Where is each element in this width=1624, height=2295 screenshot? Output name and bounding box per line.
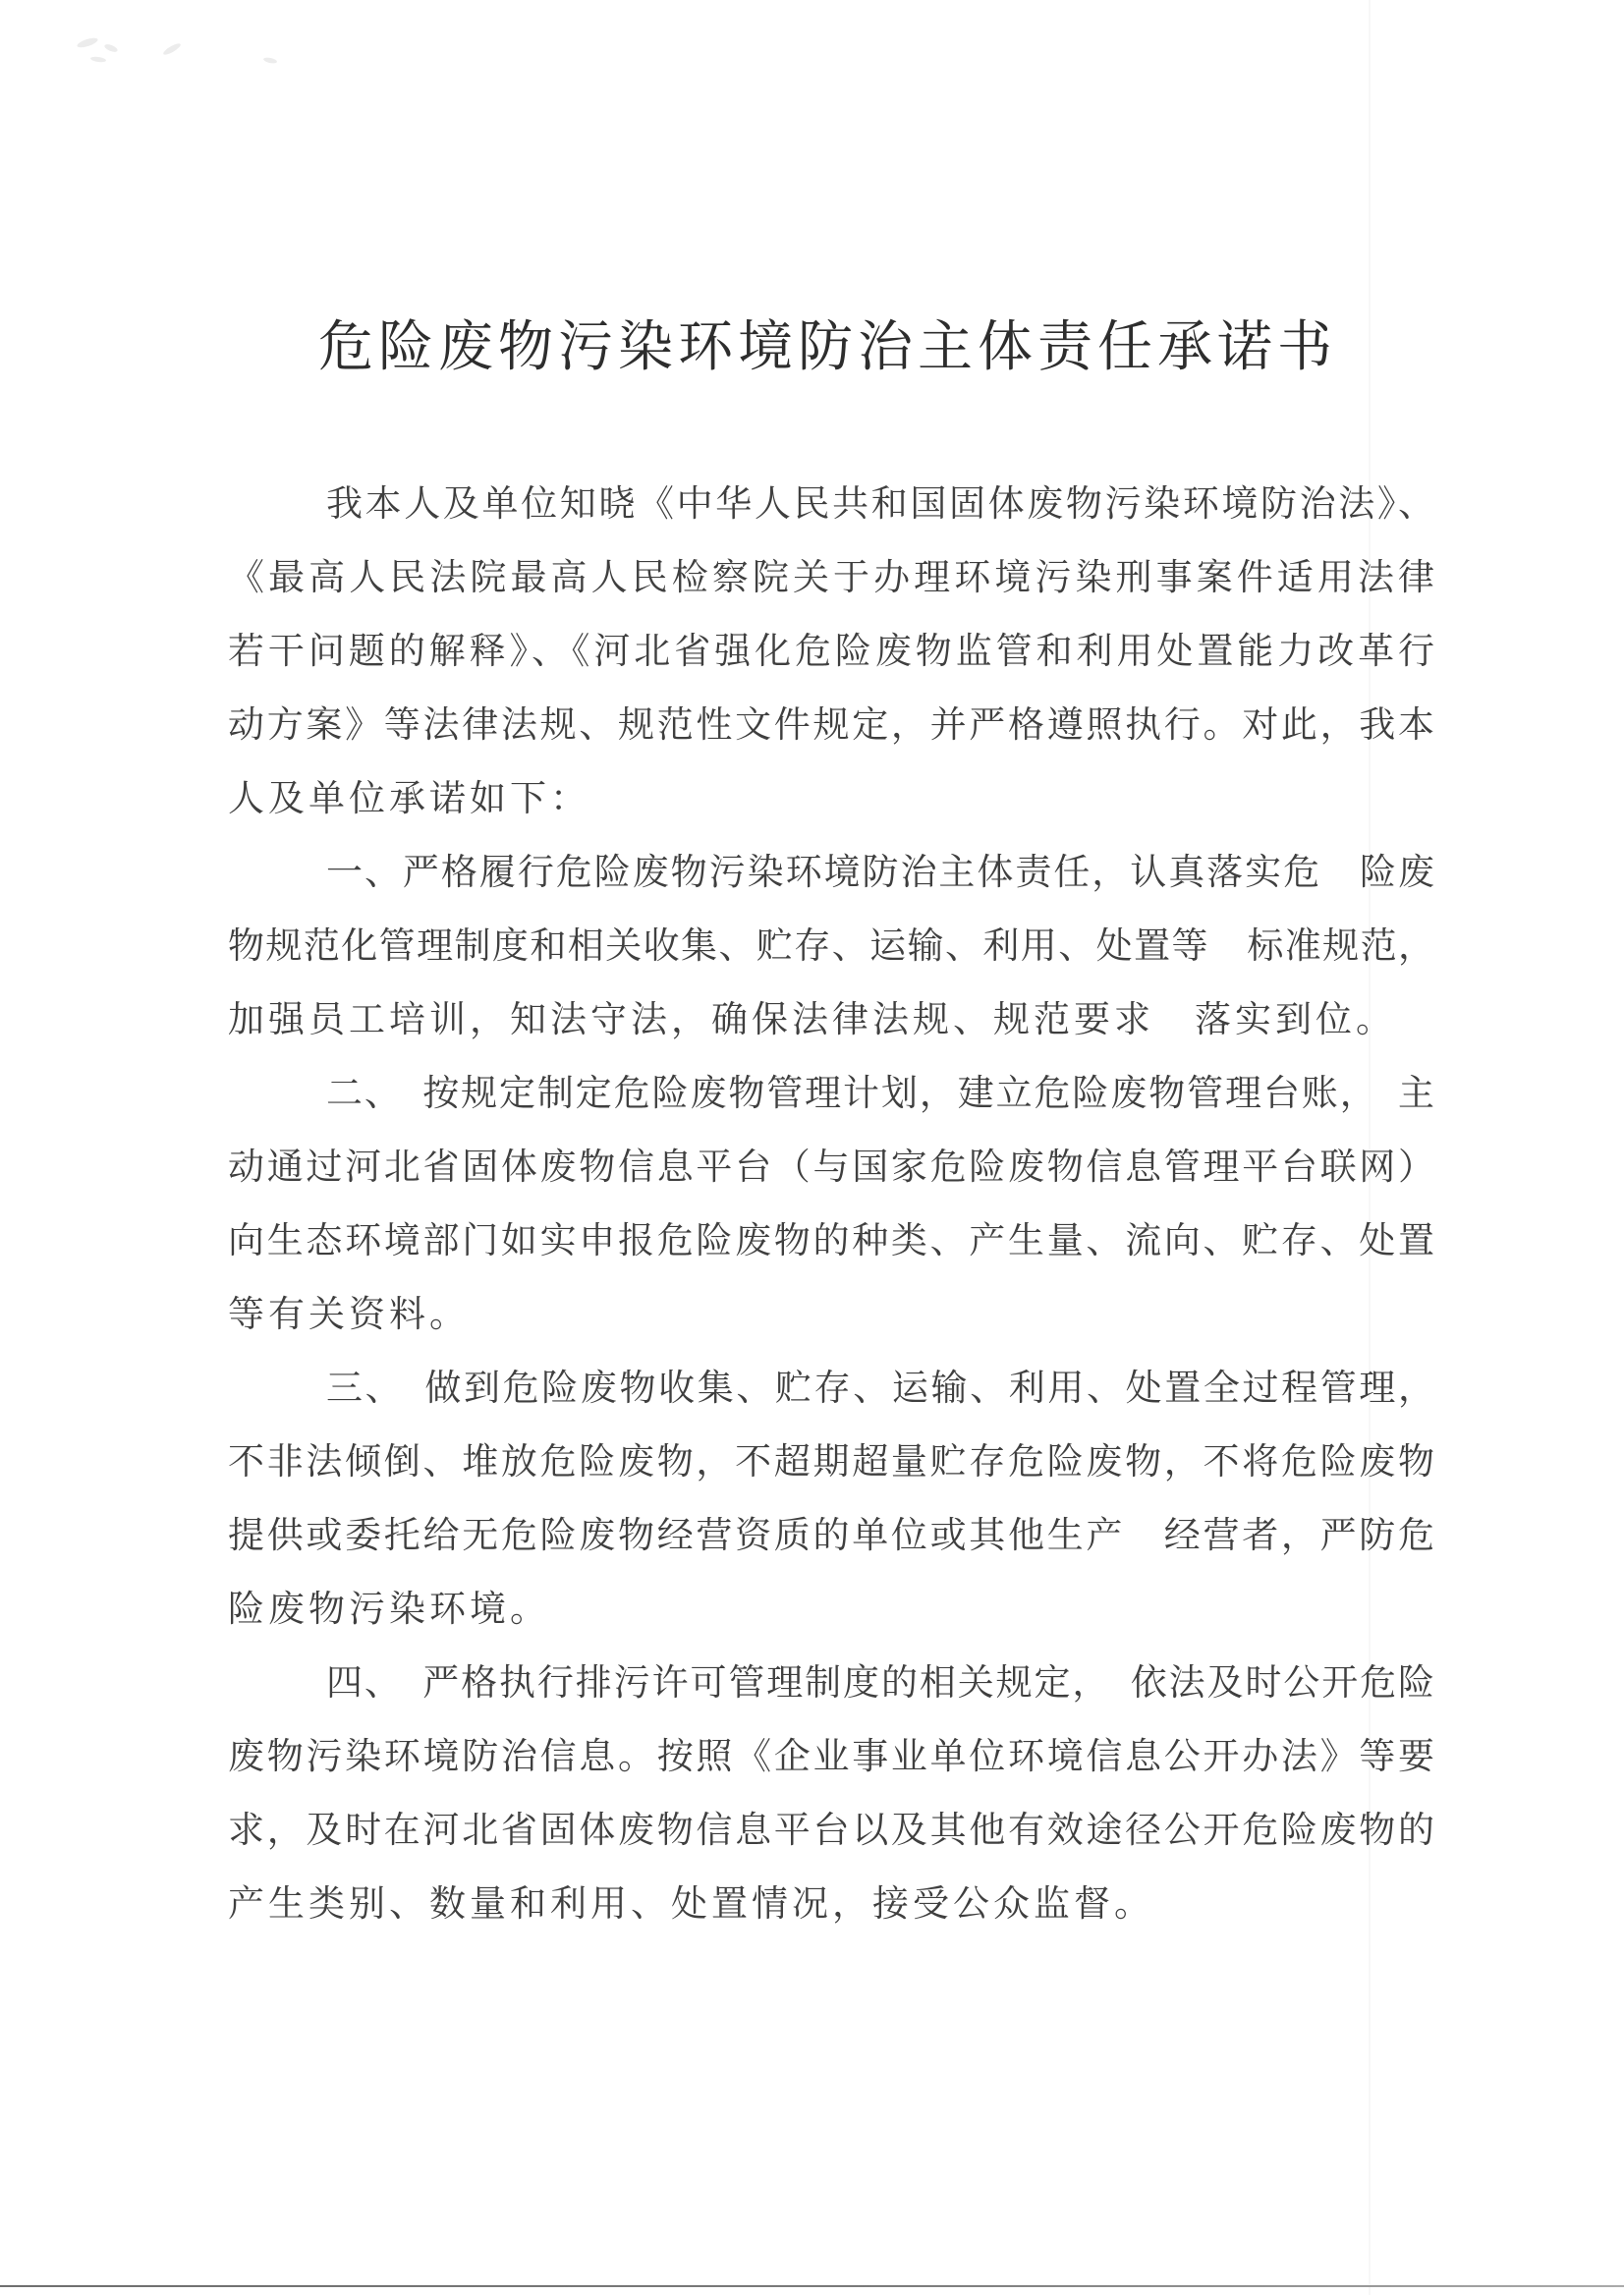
- text-line: 《最高人民法院最高人民检察院关于办理环境污染刑事案件适用法律: [228, 558, 1434, 598]
- text-line: 二、 按规定制定危险废物管理计划，建立危险废物管理台账， 主: [326, 1074, 1434, 1114]
- text-line: 产生类别、数量和利用、处置情况，接受公众监督。: [228, 1884, 1154, 1925]
- text-line: 动通过河北省固体废物信息平台（与国家危险废物信息管理平台联网）: [228, 1148, 1434, 1188]
- paragraph-item-2: [228, 1057, 1434, 1352]
- text-line: 向生态环境部门如实申报危险废物的种类、产生量、流向、贮存、处置: [228, 1221, 1434, 1261]
- scan-vertical-line: [1369, 0, 1371, 2295]
- scan-smudge: [162, 41, 182, 56]
- text-line: 动方案》等法律法规、规范性文件规定，并严格遵照执行。对此，我本: [228, 705, 1434, 746]
- text-line: 人及单位承诺如下：: [228, 779, 590, 819]
- text-line: 物规范化管理制度和相关收集、贮存、运输、利用、处置等 标准规范，: [228, 926, 1434, 967]
- paragraph-intro: [228, 468, 1434, 836]
- text-line: 四、 严格执行排污许可管理制度的相关规定， 依法及时公开危险: [326, 1663, 1434, 1704]
- text-line: 若干问题的解释》、《河北省强化危险废物监管和利用处置能力改革行: [228, 632, 1434, 672]
- text-line: 我本人及单位知晓《中华人民共和国固体废物污染环境防治法》、: [326, 484, 1434, 525]
- scan-bottom-edge-line: [0, 2285, 1624, 2287]
- text-line: 提供或委托给无危险废物经营资质的单位或其他生产 经营者，严防危: [228, 1516, 1434, 1556]
- text-line: 等有关资料。: [228, 1295, 470, 1335]
- text-line: 险废物污染环境。: [228, 1590, 550, 1630]
- paragraph-item-1: [228, 836, 1434, 1057]
- text-line: 一、严格履行危险废物污染环境防治主体责任，认真落实危 险废: [326, 853, 1434, 893]
- scan-smudge: [263, 57, 278, 65]
- text-line: 废物污染环境防治信息。按照《企业事业单位环境信息公开办法》等要: [228, 1737, 1434, 1777]
- paragraph-item-3: [228, 1352, 1434, 1647]
- scan-smudge: [76, 36, 98, 49]
- document-title: 危险废物污染环境防治主体责任承诺书: [318, 317, 1337, 378]
- scan-smudge: [90, 56, 107, 63]
- text-line: 三、 做到危险废物收集、贮存、运输、利用、处置全过程管理，: [326, 1369, 1434, 1409]
- text-line: 求，及时在河北省固体废物信息平台以及其他有效途径公开危险废物的: [228, 1811, 1434, 1851]
- document-body: [228, 468, 1434, 1941]
- paragraph-item-4: [228, 1647, 1434, 1941]
- scan-smudge: [103, 43, 118, 54]
- text-line: 加强员工培训，知法守法，确保法律法规、规范要求 落实到位。: [228, 1000, 1396, 1040]
- text-line: 不非法倾倒、堆放危险废物，不超期超量贮存危险废物，不将危险废物: [228, 1442, 1434, 1483]
